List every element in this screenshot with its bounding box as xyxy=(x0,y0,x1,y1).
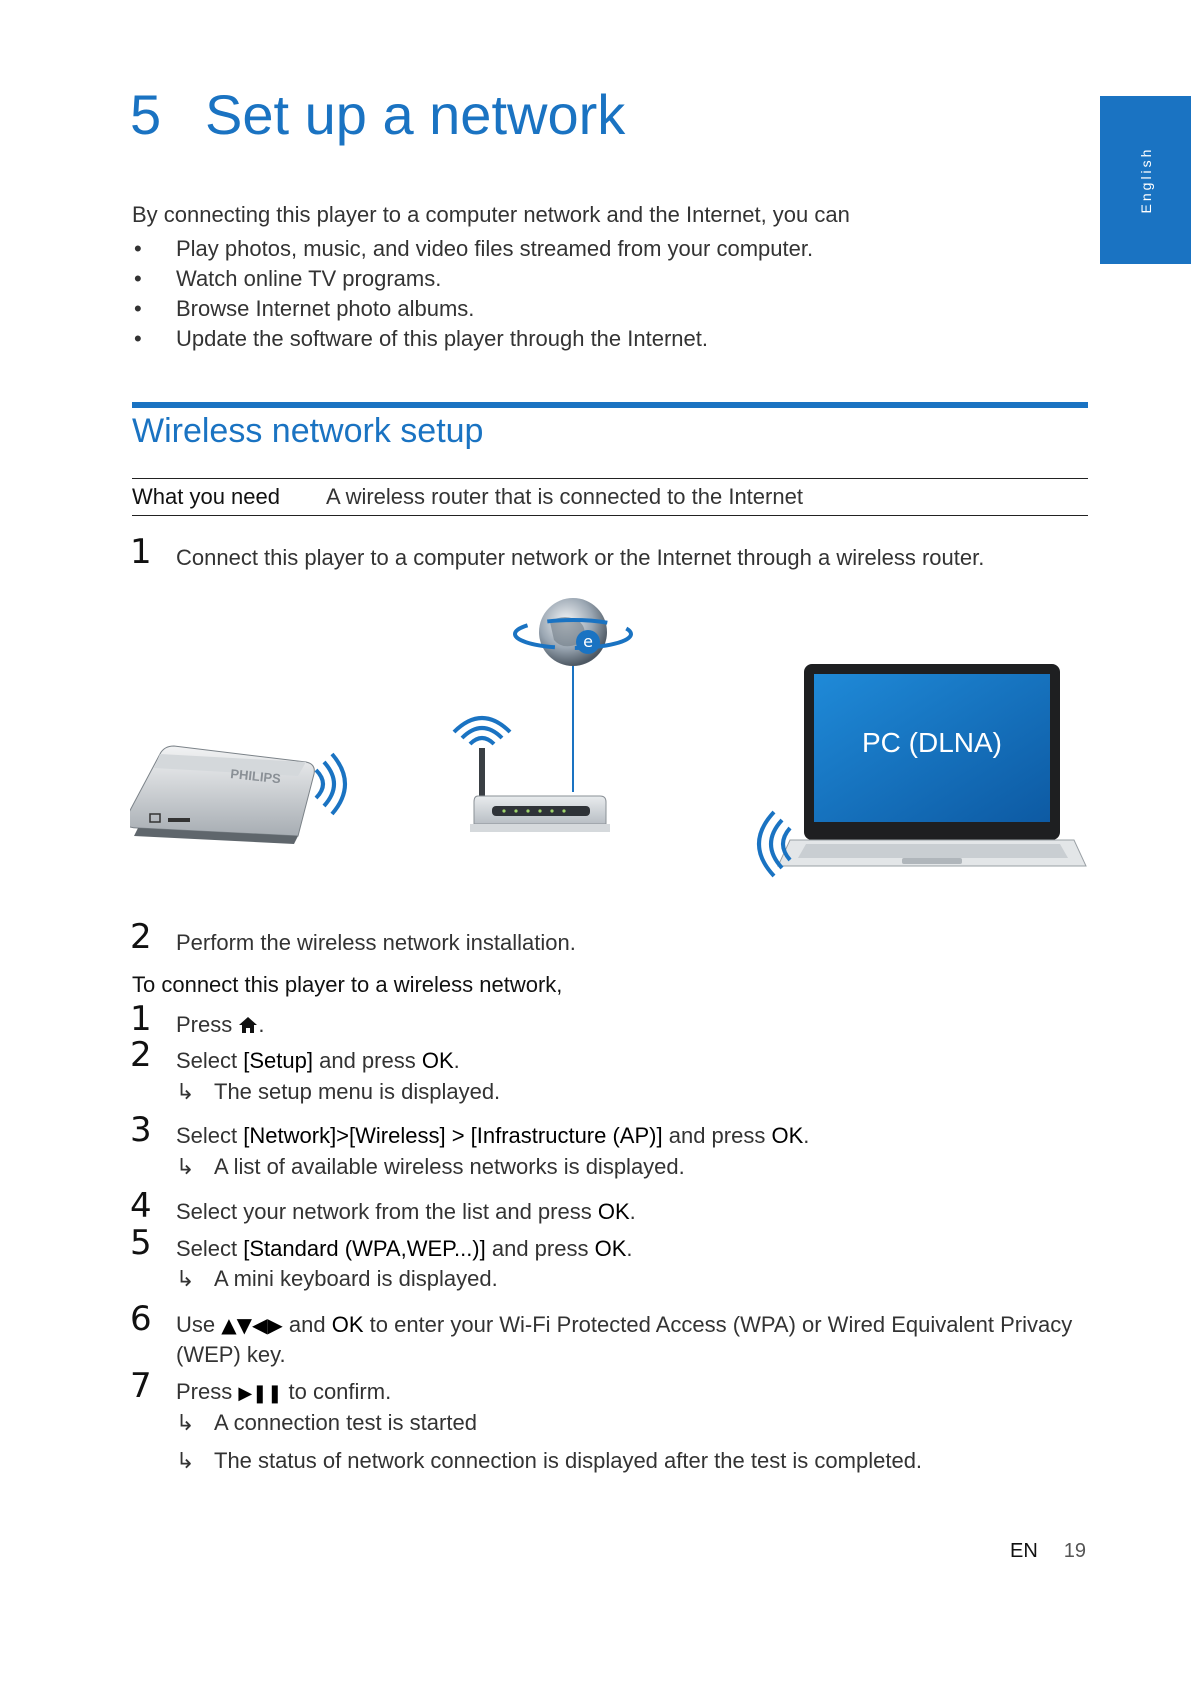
play-pause-icon: ▶❚❚ xyxy=(238,1383,283,1404)
home-icon xyxy=(238,1012,258,1042)
result-arrow-icon: ↳ xyxy=(176,1448,195,1473)
procedure-heading: To connect this player to a wireless network, xyxy=(132,972,563,997)
step-number: 2 xyxy=(130,1035,152,1075)
requirements-label: What you need xyxy=(132,484,280,509)
result-arrow-icon: ↳ xyxy=(176,1079,195,1104)
pc-label: PC (DLNA) xyxy=(861,727,1002,758)
ok-key-label: OK xyxy=(771,1123,804,1148)
bullet-icon: • xyxy=(134,326,142,351)
step-text: Perform the wireless network installation. xyxy=(176,930,576,955)
internet-globe-icon xyxy=(515,598,631,666)
requirements-table xyxy=(132,478,1088,516)
step-text-part: Select your network from the list and press xyxy=(176,1199,598,1224)
language-tab-label: English xyxy=(1137,146,1154,214)
step-text xyxy=(176,1121,809,1151)
result-arrow-icon: ↳ xyxy=(176,1266,195,1291)
step-text-part: . xyxy=(803,1123,810,1148)
menu-option-label: [Setup] xyxy=(243,1048,313,1073)
result-text: A list of available wireless networks is displayed. xyxy=(214,1154,685,1179)
wireless-router-device xyxy=(454,718,610,832)
step-text-part: Use xyxy=(176,1312,222,1337)
step-text-part: Select xyxy=(176,1236,244,1261)
bullet-icon: • xyxy=(134,266,142,291)
result-text: The status of network connection is displayed after the test is completed. xyxy=(214,1448,923,1473)
step-text-part: Select xyxy=(176,1123,244,1148)
menu-option-label: [Standard (WPA,WEP...)] xyxy=(243,1236,486,1261)
step-text-part: . xyxy=(258,1012,265,1037)
step-text-part: Press xyxy=(176,1379,239,1404)
step-text-part: to confirm. xyxy=(282,1379,392,1404)
step-number: 1 xyxy=(130,999,152,1039)
step-text xyxy=(176,1197,636,1227)
step-text-part: and press xyxy=(312,1048,422,1073)
step-text-part: Select xyxy=(176,1048,244,1073)
intro xyxy=(132,202,1012,354)
list-item xyxy=(132,294,1012,324)
bullet-text: Update the software of this player through the Internet. xyxy=(176,326,708,351)
bullet-icon: • xyxy=(134,236,142,261)
step-text-part: . xyxy=(453,1048,460,1073)
step-text-part: to enter your Wi-Fi Protected Access (WPA) or Wired Equivalent Privacy (WEP) key. xyxy=(176,1312,1073,1367)
step-text: Connect this player to a computer network or the Internet through a wireless router. xyxy=(176,545,985,570)
result-text: A mini keyboard is displayed. xyxy=(214,1266,498,1291)
step-text xyxy=(176,1310,1096,1370)
bullet-icon: • xyxy=(134,296,142,321)
result-text: A connection test is started xyxy=(214,1410,477,1435)
requirements-value: A wireless router that is connected to the Internet xyxy=(326,484,803,509)
page-number: 19 xyxy=(1063,1540,1087,1562)
step-number: 4 xyxy=(130,1186,152,1226)
step-text-part: . xyxy=(626,1236,633,1261)
step-number: 2 xyxy=(130,917,152,957)
step-text xyxy=(176,1010,264,1042)
step-text-part: and press xyxy=(662,1123,772,1148)
ok-key-label: OK xyxy=(594,1236,627,1261)
laptop-pc-device xyxy=(778,664,1086,866)
chapter-title-text: Set up a network xyxy=(205,83,626,146)
list-item xyxy=(132,324,1012,354)
list-item xyxy=(132,234,1012,264)
step-number: 5 xyxy=(130,1223,152,1263)
step-result xyxy=(176,1264,498,1294)
wifi-signal-icon xyxy=(454,718,510,744)
intro-bullet-list xyxy=(132,234,1012,354)
step-result xyxy=(176,1446,922,1476)
result-text: The setup menu is displayed. xyxy=(214,1079,501,1104)
page-footer xyxy=(1010,1540,1086,1563)
step-number: 1 xyxy=(130,532,152,572)
step-text-part: and press xyxy=(485,1236,595,1261)
chapter-title xyxy=(130,82,625,147)
intro-lead: By connecting this player to a computer network and the Internet, you can xyxy=(132,202,850,227)
step-text xyxy=(176,1234,633,1264)
step-result xyxy=(176,1077,500,1107)
player-brand-logo: PHILIPS xyxy=(229,766,282,787)
navigation-keys-icon: ▲▼◀▶ xyxy=(221,1313,283,1337)
step-text-part: and xyxy=(282,1312,332,1337)
bullet-text: Browse Internet photo albums. xyxy=(176,296,475,321)
ok-key-label: OK xyxy=(597,1199,630,1224)
step-text xyxy=(176,1377,391,1409)
bullet-text: Play photos, music, and video files streamed from your computer. xyxy=(176,236,814,261)
bullet-text: Watch online TV programs. xyxy=(176,266,442,291)
list-item xyxy=(132,264,1012,294)
wifi-signal-icon xyxy=(316,754,345,814)
step-number: 7 xyxy=(130,1366,152,1406)
section-title: Wireless network setup xyxy=(132,412,484,450)
step-text-part: . xyxy=(629,1199,636,1224)
step-text-part: Press xyxy=(176,1012,239,1037)
ok-key-label: OK xyxy=(331,1312,364,1337)
step-result xyxy=(176,1408,477,1438)
step-number: 3 xyxy=(130,1110,152,1150)
step-result xyxy=(176,1152,685,1182)
network-diagram xyxy=(130,592,1090,892)
step-text xyxy=(176,1046,460,1076)
media-player-device xyxy=(130,746,314,844)
svg-text:e: e xyxy=(583,632,593,651)
chapter-number: 5 xyxy=(130,83,162,146)
result-arrow-icon: ↳ xyxy=(176,1154,195,1179)
footer-language: EN xyxy=(1010,1540,1038,1562)
language-tab xyxy=(1100,96,1191,264)
menu-option-label: [Network]>[Wireless] > [Infrastructure (AP)] xyxy=(243,1123,663,1148)
result-arrow-icon: ↳ xyxy=(176,1410,195,1435)
section-divider xyxy=(132,402,1088,408)
ok-key-label: OK xyxy=(421,1048,454,1073)
step-number: 6 xyxy=(130,1299,152,1339)
